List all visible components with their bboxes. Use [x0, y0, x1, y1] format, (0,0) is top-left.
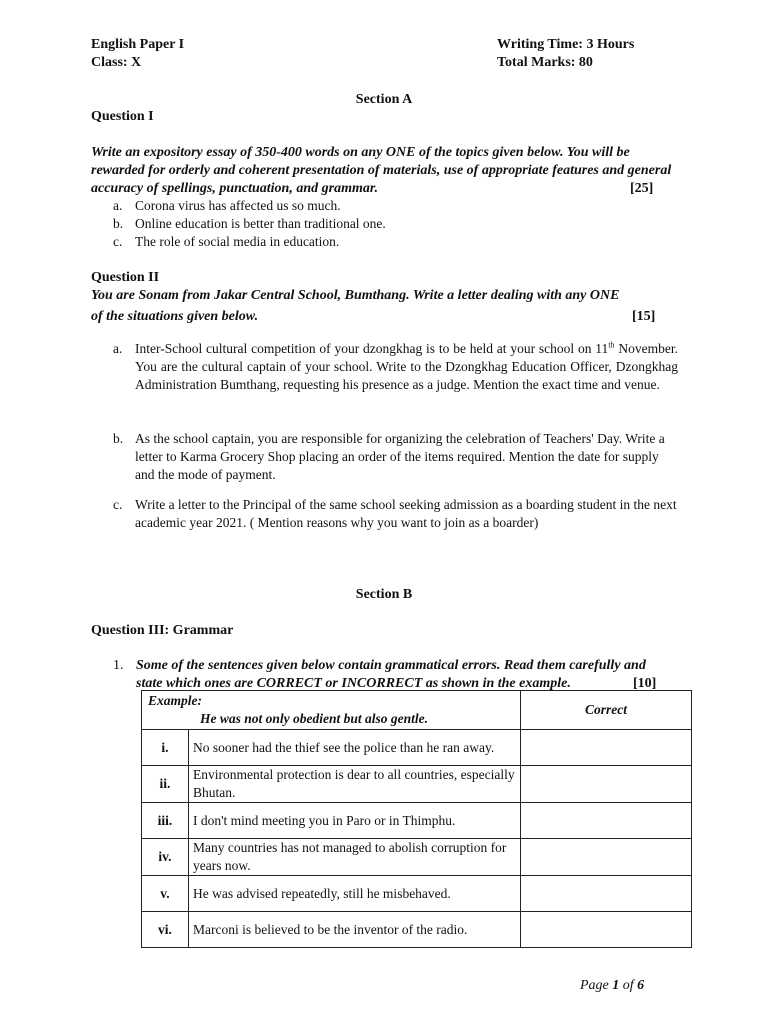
- example-answer: Correct: [521, 691, 692, 730]
- answer-cell[interactable]: [521, 803, 692, 839]
- row-number: v.: [142, 876, 189, 912]
- page-footer: [580, 977, 644, 995]
- answer-cell[interactable]: [521, 839, 692, 876]
- row-number: vi.: [142, 912, 189, 948]
- row-sentence: Environmental protection is dear to all countries, especially Bhutan.: [189, 766, 521, 803]
- of-word: of: [619, 978, 638, 993]
- row-sentence: Many countries has not managed to abolish corruption for years now.: [189, 839, 521, 876]
- answer-cell[interactable]: [521, 766, 692, 803]
- row-sentence: Marconi is believed to be the inventor of the radio.: [189, 912, 521, 948]
- item-a-text-2: November. You are the cultural captain of your school. Write to the Dzongkhag Education Officer, Dzongkhag Administration Bumthang, requesting his presence as a judge. Mention the exact time and venue.: [135, 341, 678, 392]
- example-cell: [142, 691, 521, 730]
- page-number: 1: [612, 978, 620, 993]
- class-label: Class: X: [91, 55, 142, 70]
- table-row: [142, 766, 692, 803]
- question-2-marks: [15]: [632, 309, 656, 324]
- table-row: [142, 803, 692, 839]
- answer-cell[interactable]: [521, 912, 692, 948]
- writing-time: Writing Time: 3 Hours: [497, 37, 635, 52]
- question-2-instruction-line2: of the situations given below.: [91, 309, 259, 324]
- list-text: Online education is better than traditional one.: [135, 216, 386, 231]
- table-row-example: [142, 691, 692, 730]
- grammar-table: [141, 690, 692, 948]
- list-text: [135, 340, 678, 394]
- table-row: [142, 912, 692, 948]
- total-marks: Total Marks: 80: [497, 55, 593, 70]
- question-2-instruction-line1: You are Sonam from Jakar Central School, Bumthang. Write a letter dealing with any ONE: [91, 288, 620, 303]
- row-number: i.: [142, 730, 189, 766]
- page-word: Page: [580, 978, 613, 993]
- question-1-marks: [25]: [630, 181, 654, 196]
- list-marker: b.: [113, 431, 124, 446]
- row-number: ii.: [142, 766, 189, 803]
- question-1-instruction: [91, 144, 677, 198]
- list-marker: a.: [113, 198, 123, 213]
- table-row: [142, 730, 692, 766]
- list-text: Corona virus has affected us so much.: [135, 198, 341, 213]
- question-3-instruction: Some of the sentences given below contain grammatical errors. Read them carefully and state which ones are CORRECT or INCORRECT as shown in the example.: [136, 658, 646, 691]
- list-marker: b.: [113, 216, 124, 231]
- row-number: iii.: [142, 803, 189, 839]
- list-marker: c.: [113, 497, 123, 512]
- list-marker: a.: [113, 341, 123, 356]
- row-sentence: I don't mind meeting you in Paro or in Thimphu.: [189, 803, 521, 839]
- example-sentence: He was not only obedient but also gentle.: [200, 711, 429, 726]
- superscript: th: [608, 340, 615, 350]
- question-1-heading: Question I: [91, 109, 154, 124]
- question-1-instruction-text: Write an expository essay of 350-400 words on any ONE of the topics given below. You will be rewarded for orderly and coherent presentation of materials, use of appropriate features and general accuracy of spellings, punctuation, and grammar.: [91, 145, 672, 196]
- question-3-number: 1.: [113, 658, 124, 673]
- answer-cell[interactable]: [521, 876, 692, 912]
- row-sentence: He was advised repeatedly, still he misbehaved.: [189, 876, 521, 912]
- question-2-heading: Question II: [91, 270, 160, 285]
- question-3-heading: Question III: Grammar: [91, 623, 234, 638]
- list-text: The role of social media in education.: [135, 234, 340, 249]
- example-label: Example:: [148, 693, 202, 708]
- table-row: [142, 876, 692, 912]
- paper-title: English Paper I: [91, 37, 185, 52]
- list-text: As the school captain, you are responsible for organizing the celebration of Teachers' Day. Write a letter to Karma Grocery Shop placing an order of the items required. Mention the date for supply and the mode of payment.: [135, 431, 665, 482]
- answer-cell[interactable]: [521, 730, 692, 766]
- question-3-marks: [10]: [633, 676, 657, 691]
- section-b-title: Section B: [355, 587, 413, 602]
- section-a-title: Section A: [355, 92, 413, 107]
- table-row: [142, 839, 692, 876]
- row-sentence: No sooner had the thief see the police than he ran away.: [189, 730, 521, 766]
- list-marker: c.: [113, 234, 123, 249]
- row-number: iv.: [142, 839, 189, 876]
- list-text: Write a letter to the Principal of the same school seeking admission as a boarding student in the next academic year 2021. ( Mention reasons why you want to join as a boarder): [135, 497, 677, 530]
- item-a-text-1: Inter-School cultural competition of your dzongkhag is to be held at your school on 11: [135, 341, 609, 356]
- page-total: 6: [637, 978, 645, 993]
